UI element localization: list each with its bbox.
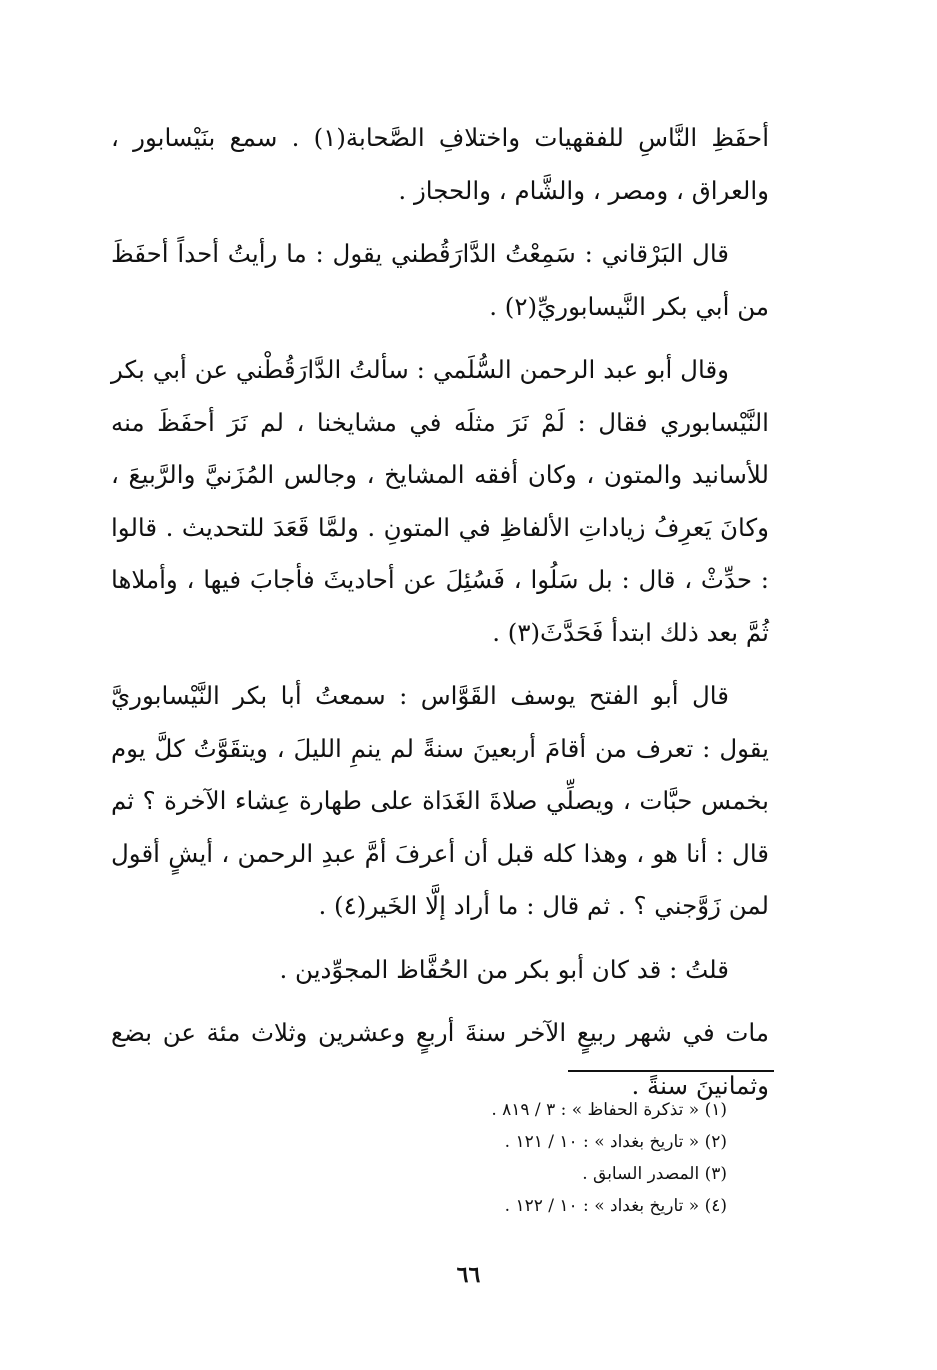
footnote-2: (٢) « تاريخ بغداد » : ١٠ / ١٢١ . (504, 1132, 727, 1152)
paragraph-2: قال البَرْقاني : سَمِعْتُ الدَّارَقُطني يقول : ما رأيتُ أحداً أحفَظَ من أبي بكر النَّيسابوريِّ(٢) . (111, 239, 769, 321)
paragraph-3: وقال أبو عبد الرحمن السُّلَمي : سألتُ الدَّارَقُطْني عن أبي بكر النَّيْسابوري فقال : لَمْ نَرَ مثلَه في مشايخنا ، لم نَرَ أحفَظَ منه للأسانيد والمتون ، وكان أفقه المشايخ ، وجالس المُزَنيَّ والرَّبيعَ ، وكانَ يَعرِفُ زياداتِ الألفاظِ في المتونِ . ولمَّا قَعَدَ للتحديث . قالوا : حدِّثْ ، قال : بل سَلُوا ، فَسُئِلَ عن أحاديثَ فأجابَ فيها ، وأملاها ثُمَّ بعد ذلك ابتدأ فَحَدَّثَ(٣) . (111, 355, 769, 647)
footnote-separator (568, 1070, 774, 1072)
footnote-1: (١) « تذكرة الحفاظ » : ٣ / ٨١٩ . (491, 1100, 727, 1120)
paragraph-6: مات في شهر ربيعٍ الآخر سنةَ أربعٍ وعشرين وثلاث مئة عن بضع وثمانينَ سنةً . (111, 1018, 769, 1100)
footnote-4: (٤) « تاريخ بغداد » : ١٠ / ١٢٢ . (504, 1196, 727, 1216)
paragraph-1: أحفَظِ النَّاسِ للفقهيات واختلافِ الصَّحابة(١) . سمع بنَيْسابور ، والعراق ، ومصر ، والشَّام ، والحجاز . (111, 123, 770, 205)
main-text (111, 112, 769, 1123)
page-number: ٦٦ (456, 1262, 481, 1288)
footnotes (267, 1094, 727, 1222)
paragraph-5: قلتُ : قد كان أبو بكر من الحُفَّاظ المجوِّدين . (279, 954, 729, 984)
footnote-3: (٣) المصدر السابق . (582, 1164, 727, 1184)
paragraph-4: قال أبو الفتح يوسف القَوَّاس : سمعتُ أبا بكر النَّيْسابوريَّ يقول : تعرف من أقامَ أربعينَ سنةً لم ينمِ الليلَ ، ويتقَوَّتُ كلَّ يوم بخمس حبَّات ، ويصلِّي صلاةَ الغَدَاة على طهارة عِشاء الآخرة ؟ ثم قال : أنا هو ، وهذا كله قبل أن أعرفَ أمَّ عبدِ الرحمن ، أيشٍ أقول لمن زَوَّجني ؟ . ثم قال : ما أراد إلَّا الخَير(٤) . (111, 681, 769, 920)
